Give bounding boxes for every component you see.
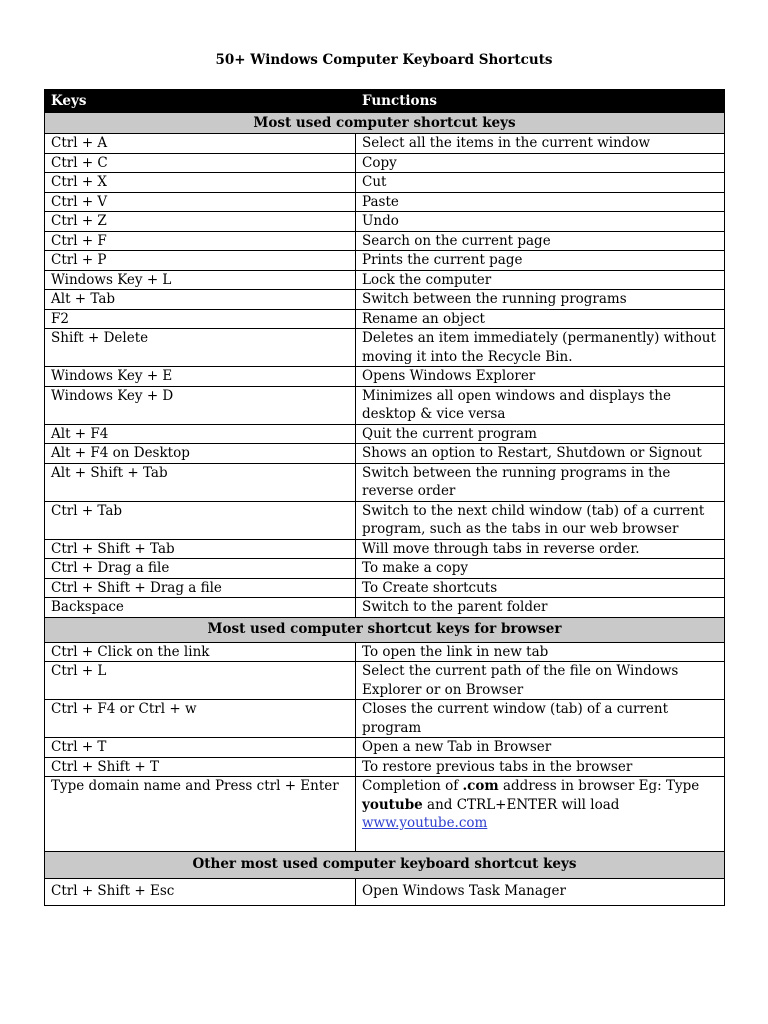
shortcut-key: Ctrl + C <box>45 153 356 173</box>
shortcut-key: Ctrl + V <box>45 192 356 212</box>
shortcut-function: Open a new Tab in Browser <box>356 738 725 758</box>
shortcut-function: Open Windows Task Manager <box>356 878 725 905</box>
table-row <box>45 231 725 251</box>
function-text: address in browser Eg: Type <box>498 778 700 794</box>
shortcut-key: Ctrl + Shift + Esc <box>45 878 356 905</box>
table-row <box>45 367 725 387</box>
shortcut-key: Backspace <box>45 598 356 618</box>
shortcut-key: Alt + Shift + Tab <box>45 463 356 501</box>
shortcut-key: Ctrl + A <box>45 134 356 154</box>
table-row <box>45 662 725 700</box>
shortcut-function: Quit the current program <box>356 424 725 444</box>
shortcut-function: Closes the current window (tab) of a current program <box>356 700 725 738</box>
shortcut-key: Windows Key + L <box>45 270 356 290</box>
section-header-row <box>45 851 725 878</box>
table-row <box>45 501 725 539</box>
table-header-row <box>45 90 725 113</box>
table-row <box>45 642 725 662</box>
shortcut-function: Opens Windows Explorer <box>356 367 725 387</box>
table-row <box>45 777 725 852</box>
table-row <box>45 173 725 193</box>
shortcut-key: Alt + Tab <box>45 290 356 310</box>
section-title: Other most used computer keyboard shortcut keys <box>45 851 725 878</box>
table-row <box>45 463 725 501</box>
table-row <box>45 598 725 618</box>
shortcut-key: Shift + Delete <box>45 329 356 367</box>
section-title: Most used computer shortcut keys for browser <box>45 617 725 642</box>
shortcut-function: Paste <box>356 192 725 212</box>
function-bold-text: youtube <box>362 796 423 813</box>
shortcut-function <box>356 777 725 852</box>
shortcut-key: Alt + F4 on Desktop <box>45 444 356 464</box>
shortcut-function: Prints the current page <box>356 251 725 271</box>
shortcut-function: To open the link in new tab <box>356 642 725 662</box>
shortcut-function: Switch between the running programs in the reverse order <box>356 463 725 501</box>
shortcut-key: Windows Key + E <box>45 367 356 387</box>
table-row <box>45 309 725 329</box>
shortcut-function: Rename an object <box>356 309 725 329</box>
shortcuts-table <box>44 89 725 906</box>
shortcut-function: Switch to the next child window (tab) of a current program, such as the tabs in our web browser <box>356 501 725 539</box>
shortcut-key: Ctrl + T <box>45 738 356 758</box>
shortcut-function: Search on the current page <box>356 231 725 251</box>
document-title: 50+ Windows Computer Keyboard Shortcuts <box>215 52 553 68</box>
shortcut-function: Switch to the parent folder <box>356 598 725 618</box>
shortcut-function: Will move through tabs in reverse order. <box>356 539 725 559</box>
shortcut-key: Ctrl + Tab <box>45 501 356 539</box>
shortcut-function: Copy <box>356 153 725 173</box>
functions-column-header: Functions <box>356 90 725 113</box>
shortcut-key: Ctrl + Z <box>45 212 356 232</box>
shortcut-function: Cut <box>356 173 725 193</box>
shortcut-function: To restore previous tabs in the browser <box>356 757 725 777</box>
shortcut-key: Ctrl + Drag a file <box>45 559 356 579</box>
shortcut-key: F2 <box>45 309 356 329</box>
shortcut-key: Ctrl + P <box>45 251 356 271</box>
table-row <box>45 329 725 367</box>
table-row <box>45 192 725 212</box>
section-header-row <box>45 113 725 134</box>
shortcut-function: Minimizes all open windows and displays the desktop & vice versa <box>356 386 725 424</box>
shortcut-key: Alt + F4 <box>45 424 356 444</box>
table-row <box>45 153 725 173</box>
shortcut-key: Ctrl + Click on the link <box>45 642 356 662</box>
shortcut-function: Shows an option to Restart, Shutdown or Signout <box>356 444 725 464</box>
shortcut-key: Ctrl + L <box>45 662 356 700</box>
table-row <box>45 134 725 154</box>
function-text: Completion of <box>362 778 463 794</box>
table-row <box>45 444 725 464</box>
shortcut-function: Lock the computer <box>356 270 725 290</box>
table-row <box>45 251 725 271</box>
function-bold-text: .com <box>462 778 499 794</box>
shortcut-function: Select the current path of the file on Windows Explorer or on Browser <box>356 662 725 700</box>
shortcut-function: Switch between the running programs <box>356 290 725 310</box>
function-text: and CTRL+ENTER will load <box>422 796 620 813</box>
shortcut-function: Undo <box>356 212 725 232</box>
section-title: Most used computer shortcut keys <box>45 113 725 134</box>
youtube-link[interactable]: www.youtube.com <box>362 815 488 831</box>
table-row <box>45 559 725 579</box>
table-row <box>45 578 725 598</box>
shortcut-key: Type domain name and Press ctrl + Enter <box>45 777 356 852</box>
section-header-row <box>45 617 725 642</box>
shortcut-key: Windows Key + D <box>45 386 356 424</box>
shortcut-key: Ctrl + Shift + Drag a file <box>45 578 356 598</box>
table-row <box>45 878 725 905</box>
table-row <box>45 757 725 777</box>
shortcut-key: Ctrl + F4 or Ctrl + w <box>45 700 356 738</box>
shortcut-key: Ctrl + X <box>45 173 356 193</box>
shortcut-key: Ctrl + F <box>45 231 356 251</box>
shortcut-key: Ctrl + Shift + T <box>45 757 356 777</box>
table-row <box>45 738 725 758</box>
shortcut-function: To make a copy <box>356 559 725 579</box>
table-row <box>45 700 725 738</box>
shortcut-function: Deletes an item immediately (permanently) without moving it into the Recycle Bin. <box>356 329 725 367</box>
table-row <box>45 270 725 290</box>
table-row <box>45 539 725 559</box>
shortcut-function: Select all the items in the current window <box>356 134 725 154</box>
shortcut-key: Ctrl + Shift + Tab <box>45 539 356 559</box>
shortcut-function: To Create shortcuts <box>356 578 725 598</box>
table-row <box>45 424 725 444</box>
table-row <box>45 386 725 424</box>
keys-column-header: Keys <box>45 90 356 113</box>
table-row <box>45 212 725 232</box>
table-row <box>45 290 725 310</box>
